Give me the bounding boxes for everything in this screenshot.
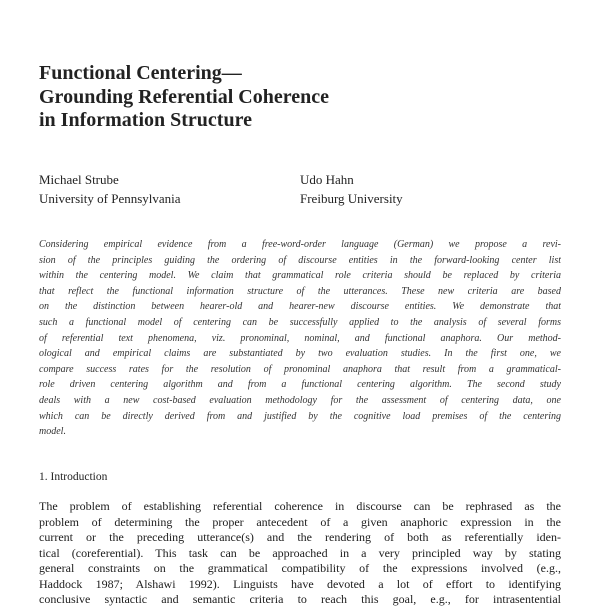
abstract-line: on the distinction between hearer-old and hearer-new discourse entities. We demonstrate that: [39, 301, 561, 313]
abstract-line: Considering empirical evidence from a free-word-order language (German) we propose a revi-: [39, 239, 561, 250]
abstract-line: model.: [39, 426, 66, 438]
author-block-hahn: [300, 170, 403, 208]
abstract-line: of referential text phenomena, viz. pronominal, nominal, and functional anaphora. Our method-: [39, 332, 561, 344]
abstract-line: such a functional model of centering can be successfully applied to the analysis of several forms: [39, 316, 561, 328]
abstract-line: that reflect the functional information structure of the utterances. These new criteria are based: [39, 285, 561, 297]
body-line: Haddock 1987; Alshawi 1992). Linguists have devoted a lot of effort to identifying: [39, 576, 561, 591]
body-line: The problem of establishing referential coherence in discourse can be rephrased as the: [39, 499, 561, 513]
paper-title: [39, 62, 459, 133]
abstract-line: deals with a new cost-based evaluation methodology for the assessment of centering data, one: [39, 394, 561, 406]
abstract: [39, 237, 561, 440]
abstract-line: ological and empirical claims are substantiated by two evaluation studies. In the first one, we: [39, 348, 561, 360]
author-affiliation: Freiburg University: [300, 191, 403, 206]
body-line: conclusive syntactic and semantic criteria to reach this goal, e.g., for intrasentential: [39, 592, 561, 606]
title-line-2: Grounding Referential Coherence: [39, 85, 329, 108]
author-affiliation: University of Pennsylvania: [39, 191, 181, 206]
abstract-line: compare success rates for the resolution of pronominal anaphora that result from a grammatical-: [39, 363, 561, 375]
body-line: problem of determining the proper antecedent of a given anaphoric expression in the: [39, 514, 561, 529]
abstract-line: role driven centering algorithm and from a functional centering algorithm. The second study: [39, 379, 561, 391]
abstract-line: which can be directly derived from and justified by the cognitive load premises of the centering: [39, 410, 561, 422]
title-line-1: Functional Centering—: [39, 62, 242, 84]
body-line: current or the preceding utterance(s) and the rendering of both as referentially iden-: [39, 530, 561, 544]
abstract-line: sion of the principles guiding the ordering of discourse entities in the forward-looking center list: [39, 254, 561, 266]
author-name: Michael Strube: [39, 172, 119, 187]
title-line-3: in Information Structure: [39, 109, 252, 131]
body-paragraph: [39, 499, 561, 608]
abstract-line: within the centering model. We claim that grammatical role criteria should be replaced by criteria: [39, 270, 561, 282]
author-name: Udo Hahn: [300, 172, 354, 187]
body-line: tical (coreferential). This task can be approached in a very principled way by stating: [39, 545, 561, 560]
section-heading: 1. Introduction: [39, 471, 108, 483]
author-block-strube: [39, 170, 181, 208]
body-line: general constraints on the grammatical compatibility of the expressions involved (e.g.,: [39, 561, 561, 575]
